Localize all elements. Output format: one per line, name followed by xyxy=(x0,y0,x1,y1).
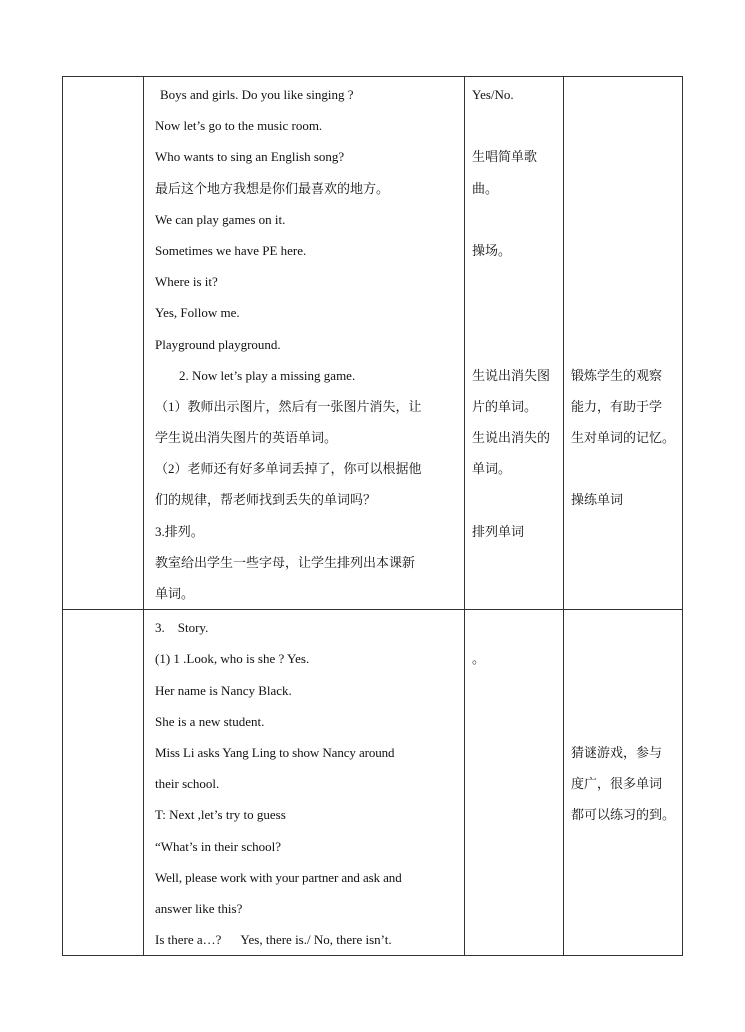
text-line xyxy=(472,266,557,297)
table-row xyxy=(63,610,683,956)
text-line xyxy=(571,643,676,674)
text-line: 3.排列。 xyxy=(155,523,204,539)
text-line: answer like this? xyxy=(155,900,243,916)
text-line: 2. Now let’s play a missing game. xyxy=(179,367,356,383)
text-line: Yes, Follow me. xyxy=(155,305,240,321)
text-line: We can play games on it. xyxy=(155,211,286,227)
text-line: 生对单词的记忆。 xyxy=(571,430,676,446)
text-line xyxy=(571,297,676,328)
text-line: 3. Story. xyxy=(155,620,209,636)
text-line: Who wants to sing an English song? xyxy=(155,149,345,165)
stage-cell xyxy=(63,77,144,610)
text-line xyxy=(571,612,676,643)
text-line xyxy=(571,110,676,141)
text-line xyxy=(472,612,557,643)
text-line: 操练单词 xyxy=(571,492,624,508)
text-line xyxy=(472,329,557,360)
text-line xyxy=(571,79,676,110)
text-line: their school. xyxy=(155,776,220,792)
text-line: Now let’s go to the music room. xyxy=(155,118,323,134)
text-line: 操场。 xyxy=(472,242,512,258)
teacher-activity-cell xyxy=(144,610,465,956)
text-line: 生说出消失图 xyxy=(472,367,551,383)
design-purpose-cell xyxy=(564,610,683,956)
teacher-activity-cell xyxy=(144,77,465,610)
lesson-plan-table xyxy=(62,76,683,956)
text-line: Playground playground. xyxy=(155,336,281,352)
text-line: 们的规律，帮老师找到丢失的单词吗？ xyxy=(155,492,377,508)
text-line xyxy=(571,141,676,172)
table-row xyxy=(63,77,683,610)
text-line: 单词。 xyxy=(155,586,195,601)
design-purpose-cell xyxy=(564,77,683,610)
text-line xyxy=(571,453,676,484)
text-line: 度广，很多单词 xyxy=(571,776,663,792)
text-line: 都可以练习的到。 xyxy=(571,807,676,823)
student-activity-cell xyxy=(465,77,564,610)
text-line: 猜谜游戏，参与 xyxy=(571,744,663,760)
text-line: （1）教师出示图片，然后有一张图片消失，让 xyxy=(155,398,422,414)
stage-cell xyxy=(63,610,144,956)
text-line xyxy=(571,204,676,235)
student-activity-cell xyxy=(465,610,564,956)
text-line: Boys and girls. Do you like singing ? xyxy=(160,87,354,102)
text-line: 单词。 xyxy=(472,461,512,477)
text-line: 生说出消失的 xyxy=(472,430,551,446)
text-line xyxy=(472,484,557,515)
text-line: 教室给出学生一些字母，让学生排列出本课新 xyxy=(155,554,416,570)
text-line: Is there a…? Yes, there is./ No, there isn’t. xyxy=(155,932,392,948)
text-line xyxy=(571,235,676,266)
text-line: Yes/No. xyxy=(472,87,514,102)
text-line: She is a new student. xyxy=(155,713,265,729)
text-line xyxy=(472,297,557,328)
text-line: （2）老师还有好多单词丢掉了，你可以根据他 xyxy=(155,461,422,477)
text-line: (1) 1 .Look, who is she ? Yes. xyxy=(155,651,310,667)
text-line: “What’s in their school? xyxy=(155,838,281,854)
text-line: Where is it? xyxy=(155,274,218,290)
text-line: 。 xyxy=(472,651,486,667)
text-line: Sometimes we have PE here. xyxy=(155,242,307,258)
text-line: 片的单词。 xyxy=(472,398,538,414)
text-line: T: Next ,let’s try to guess xyxy=(155,807,286,823)
text-line xyxy=(472,110,557,141)
text-line xyxy=(571,329,676,360)
text-line xyxy=(571,173,676,204)
text-line: Well, please work with your partner and ask and xyxy=(155,869,402,885)
text-line: 锻炼学生的观察 xyxy=(571,367,663,383)
text-line: 学生说出消失图片的英语单词。 xyxy=(155,430,338,446)
text-line: 排列单词 xyxy=(472,523,525,539)
text-line: 最后这个地方我想是你们最喜欢的地方。 xyxy=(155,180,390,196)
text-line xyxy=(472,204,557,235)
text-line: Miss Li asks Yang Ling to show Nancy around xyxy=(155,744,395,760)
text-line: 能力，有助于学 xyxy=(571,398,663,414)
text-line xyxy=(571,266,676,297)
text-line xyxy=(571,706,676,737)
text-line xyxy=(571,675,676,706)
text-line: 生唱简单歌曲。 xyxy=(472,149,538,196)
text-line: Her name is Nancy Black. xyxy=(155,682,292,698)
